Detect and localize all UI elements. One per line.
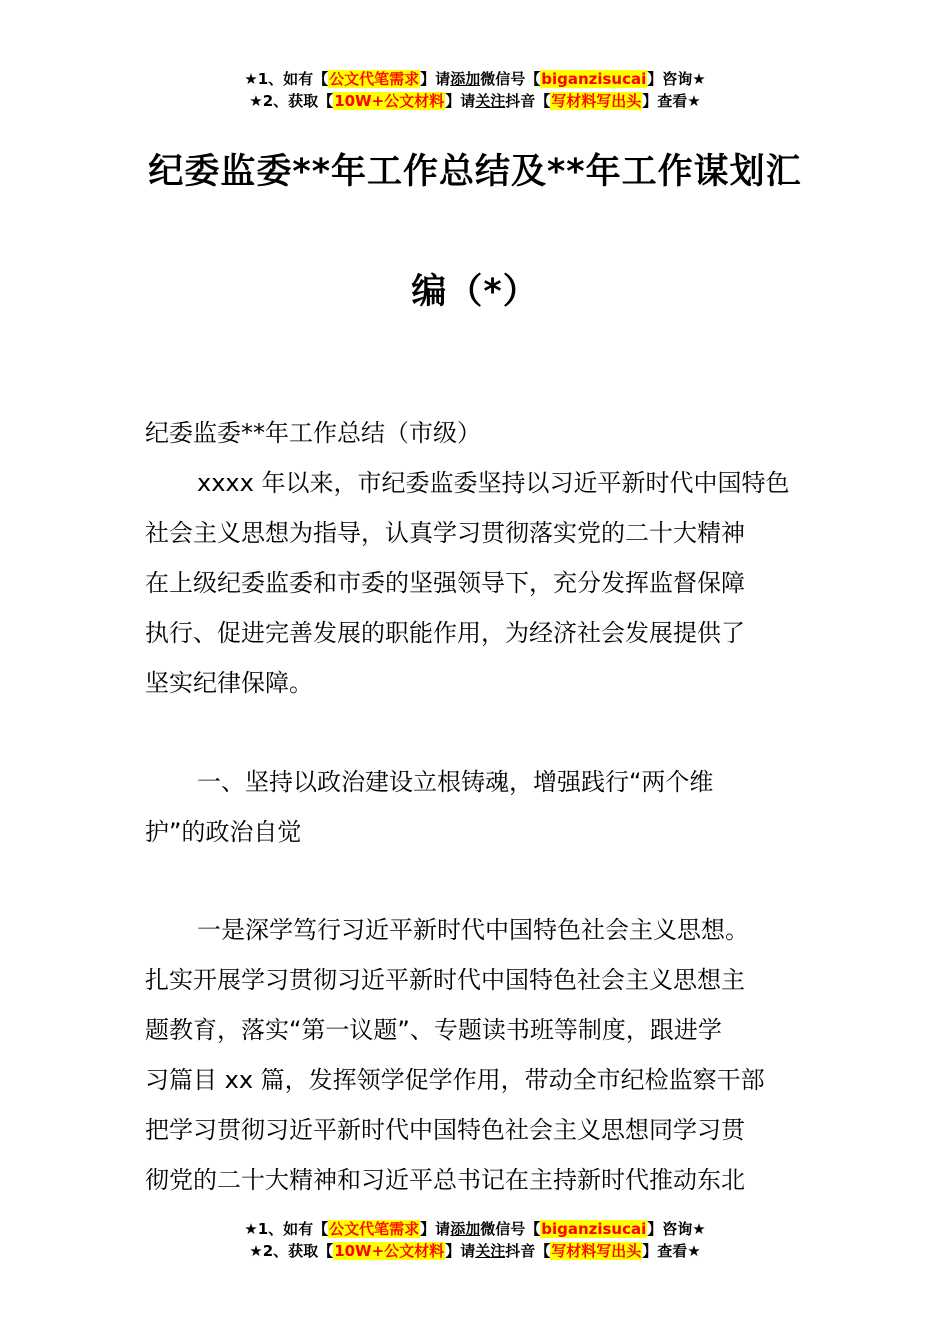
highlight-label: 10W+公文材料 (334, 1242, 445, 1260)
paragraph-intro (145, 458, 810, 708)
notice-text: ★1、如有【 (244, 1220, 329, 1238)
notice-text: 微信号【 (480, 70, 541, 88)
notice-text: 】请 (420, 70, 451, 88)
document-title-line-1: 纪委监委**年工作总结及**年工作谋划汇 (148, 152, 802, 192)
notice-text: ★2、获取【 (249, 1242, 334, 1260)
footer-notice (0, 1218, 950, 1262)
notice-text: ★2、获取【 (249, 92, 334, 110)
notice-text: 】咨询★ (647, 70, 706, 88)
underlined-text: 关注 (475, 92, 506, 110)
paragraph-line: 题教育，落实“第一议题”、专题读书班等制度，跟进学 (145, 1016, 722, 1044)
paragraph-line: 执行、促进完善发展的职能作用，为经济社会发展提供了 (145, 619, 745, 647)
heading-line: 一、坚持以政治建设立根铸魂，增强践行“两个维 (197, 768, 714, 796)
highlight-label: 公文代笔需求 (329, 1220, 420, 1238)
notice-text: 微信号【 (480, 1220, 541, 1238)
wechat-id: biganzisucai (541, 1220, 647, 1238)
notice-line-1 (0, 68, 950, 90)
underlined-text: 关注 (475, 1242, 506, 1260)
douyin-account: 写材料写出头 (551, 1242, 642, 1260)
section-heading-1 (145, 757, 810, 857)
notice-text: 抖音【 (505, 92, 551, 110)
notice-text: 抖音【 (505, 1242, 551, 1260)
notice-line-2 (0, 90, 950, 112)
wechat-id: biganzisucai (541, 70, 647, 88)
paragraph-line: 扎实开展学习贯彻习近平新时代中国特色社会主义思想主 (145, 966, 745, 994)
notice-text: 】查看★ (642, 1242, 701, 1260)
notice-text: 】查看★ (642, 92, 701, 110)
underlined-text: 添加 (450, 1220, 481, 1238)
paragraph-line: 把学习贯彻习近平新时代中国特色社会主义思想同学习贯 (145, 1116, 745, 1144)
paragraph-line: 在上级纪委监委和市委的坚强领导下，充分发挥监督保障 (145, 569, 745, 597)
paragraph-point-1 (145, 905, 810, 1205)
paragraph-line: 一是深学笃行习近平新时代中国特色社会主义思想。 (197, 916, 749, 944)
douyin-account: 写材料写出头 (551, 92, 642, 110)
header-notice (0, 68, 950, 112)
notice-text: 】请 (420, 1220, 451, 1238)
paragraph-line: 社会主义思想为指导，认真学习贯彻落实党的二十大精神 (145, 519, 745, 547)
document-title-line-2: 编（*） (411, 272, 539, 312)
highlight-label: 10W+公文材料 (334, 92, 445, 110)
heading-line: 护”的政治自觉 (145, 818, 302, 846)
notice-line-1 (0, 1218, 950, 1240)
paragraph-line: 坚实纪律保障。 (145, 669, 313, 697)
notice-line-2 (0, 1240, 950, 1262)
notice-text: 】请 (445, 92, 476, 110)
notice-text: 】咨询★ (647, 1220, 706, 1238)
notice-text: 】请 (445, 1242, 476, 1260)
paragraph-line: 习篇目 xx 篇，发挥领学促学作用，带动全市纪检监察干部 (145, 1066, 765, 1094)
notice-text: ★1、如有【 (244, 70, 329, 88)
paragraph-line: 彻党的二十大精神和习近平总书记在主持新时代推动东北 (145, 1166, 745, 1194)
underlined-text: 添加 (450, 70, 481, 88)
section-subtitle: 纪委监委**年工作总结（市级） (145, 419, 481, 447)
paragraph-line: xxxx 年以来，市纪委监委坚持以习近平新时代中国特色 (197, 469, 790, 497)
highlight-label: 公文代笔需求 (329, 70, 420, 88)
